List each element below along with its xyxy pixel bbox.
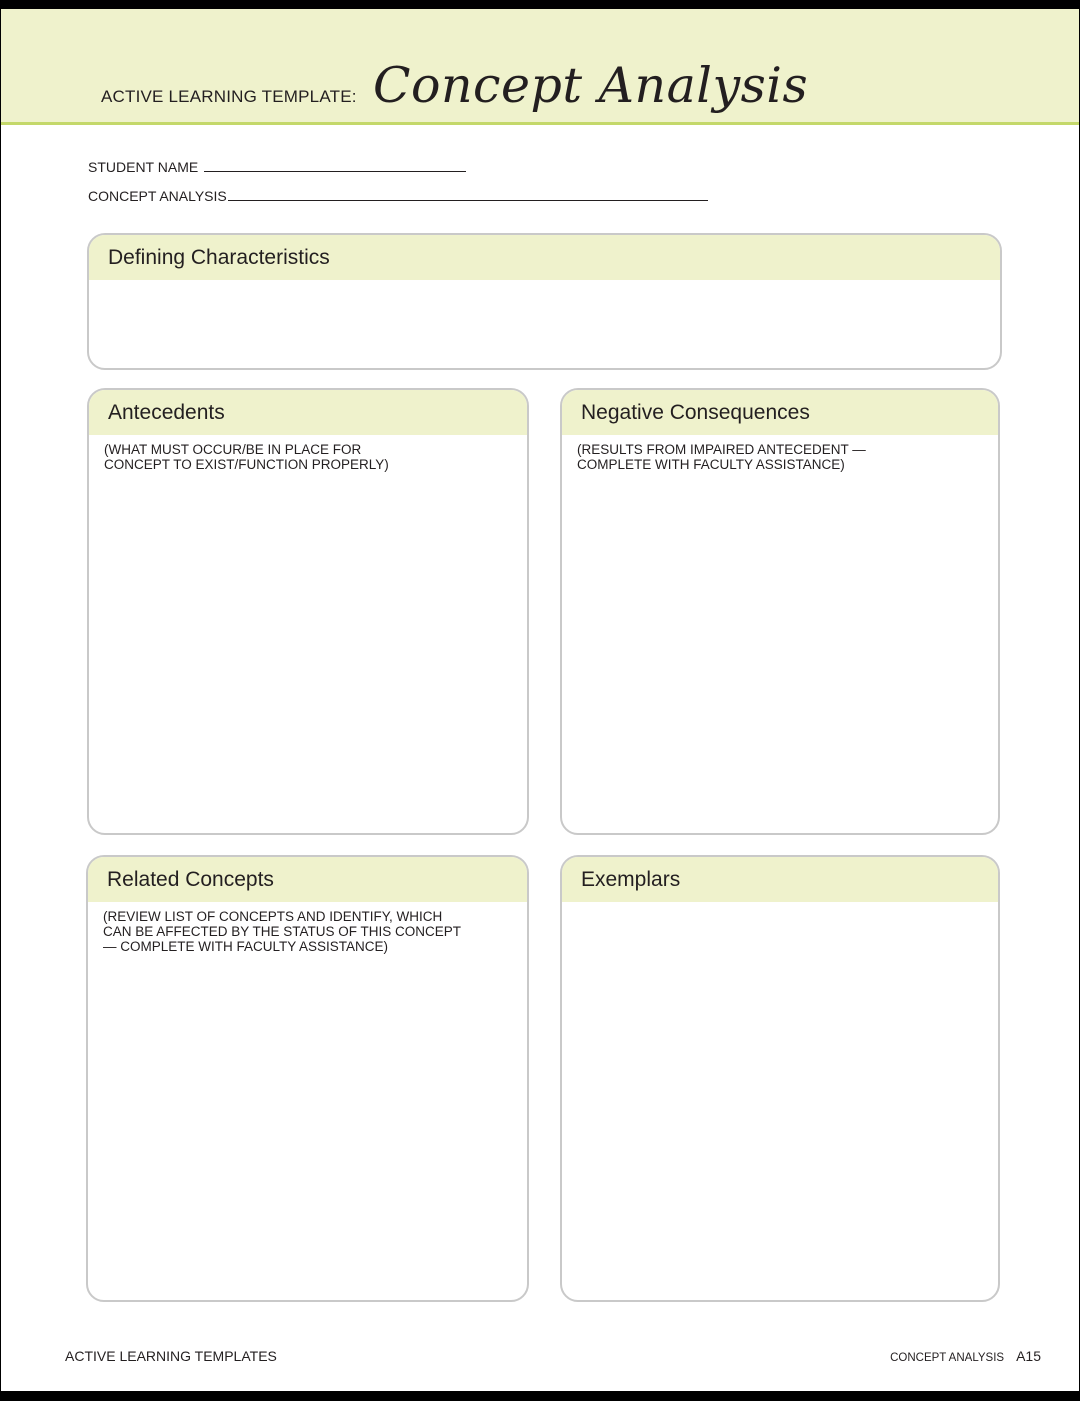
panel-header	[562, 390, 998, 435]
instruction-line: (RESULTS FROM IMPAIRED ANTECEDENT —	[577, 442, 866, 457]
footer-right	[890, 1348, 1041, 1364]
student-name-line[interactable]	[204, 170, 466, 172]
page-number: A15	[1016, 1348, 1041, 1364]
panel-header	[88, 857, 527, 902]
instruction-line: CONCEPT TO EXIST/FUNCTION PROPERLY)	[104, 457, 389, 472]
concept-analysis-line[interactable]	[228, 199, 708, 201]
instruction-line: (WHAT MUST OCCUR/BE IN PLACE FOR	[104, 442, 362, 457]
footer-section: CONCEPT ANALYSIS	[890, 1352, 1005, 1364]
footer-left: ACTIVE LEARNING TEMPLATES	[65, 1348, 277, 1364]
panel-instructions	[103, 909, 461, 954]
template-page	[1, 9, 1079, 1391]
instruction-line: (REVIEW LIST OF CONCEPTS AND IDENTIFY, WHICH	[103, 909, 443, 924]
defining-characteristics-panel[interactable]	[87, 233, 1002, 370]
panel-title: Exemplars	[581, 868, 681, 891]
panel-header	[562, 857, 998, 902]
panel-title: Negative Consequences	[581, 401, 810, 424]
antecedents-panel[interactable]	[87, 388, 529, 835]
panel-title: Antecedents	[108, 401, 225, 424]
instruction-line: COMPLETE WITH FACULTY ASSISTANCE)	[577, 457, 845, 472]
panel-title: Related Concepts	[107, 868, 274, 891]
header-label: ACTIVE LEARNING TEMPLATE:	[101, 87, 357, 106]
student-name-label: STUDENT NAME	[88, 159, 199, 175]
concept-analysis-field[interactable]	[88, 188, 708, 204]
panel-instructions	[104, 442, 389, 472]
concept-analysis-label: CONCEPT ANALYSIS	[88, 188, 227, 204]
panel-header	[89, 390, 527, 435]
related-concepts-panel[interactable]	[86, 855, 529, 1302]
exemplars-panel[interactable]	[560, 855, 1000, 1302]
instruction-line: — COMPLETE WITH FACULTY ASSISTANCE)	[103, 939, 389, 954]
student-name-field[interactable]	[88, 159, 466, 175]
panel-header	[89, 235, 1000, 280]
negative-consequences-panel[interactable]	[560, 388, 1000, 835]
page-title: Concept Analysis	[373, 57, 809, 114]
instruction-line: CAN BE AFFECTED BY THE STATUS OF THIS CONCEPT	[103, 924, 462, 939]
panel-title: Defining Characteristics	[108, 246, 330, 269]
panel-instructions	[577, 442, 866, 472]
header-band	[1, 9, 1079, 125]
